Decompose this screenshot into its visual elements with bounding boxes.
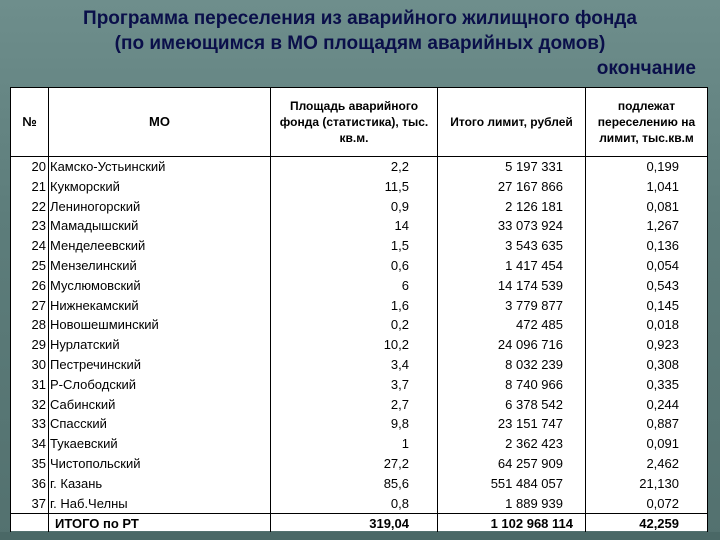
row-number: 35 — [11, 454, 49, 474]
total-area: 319,04 — [271, 514, 438, 535]
row-mo: Новошешминский — [49, 315, 271, 335]
bottom-decorative-strip — [0, 532, 720, 540]
title-line-3: окончание — [596, 58, 696, 79]
row-mo: Сабинский — [49, 395, 271, 415]
total-label: ИТОГО по РТ — [49, 514, 271, 535]
row-resettle: 2,462 — [586, 454, 708, 474]
table-row — [11, 236, 708, 256]
row-mo: Чистопольский — [49, 454, 271, 474]
row-mo: Нурлатский — [49, 335, 271, 355]
row-resettle: 1,267 — [586, 216, 708, 236]
row-resettle: 0,244 — [586, 395, 708, 415]
row-limit: 551 484 057 — [438, 474, 586, 494]
row-limit: 23 151 747 — [438, 414, 586, 434]
row-number: 36 — [11, 474, 49, 494]
header-number: № — [11, 88, 49, 157]
table-row — [11, 177, 708, 197]
row-area: 3,4 — [271, 355, 438, 375]
row-limit: 8 032 239 — [438, 355, 586, 375]
row-mo: г. Казань — [49, 474, 271, 494]
row-limit: 2 362 423 — [438, 434, 586, 454]
row-limit: 1 889 939 — [438, 494, 586, 514]
table-row — [11, 355, 708, 375]
row-area: 27,2 — [271, 454, 438, 474]
row-number: 37 — [11, 494, 49, 514]
table-row — [11, 335, 708, 355]
table-header-row — [11, 88, 708, 157]
row-area: 3,7 — [271, 375, 438, 395]
row-number: 32 — [11, 395, 49, 415]
row-mo: Р-Слободский — [49, 375, 271, 395]
row-number: 31 — [11, 375, 49, 395]
row-limit: 1 417 454 — [438, 256, 586, 276]
table-row — [11, 197, 708, 217]
table-row — [11, 414, 708, 434]
row-area: 1,6 — [271, 296, 438, 316]
row-limit: 2 126 181 — [438, 197, 586, 217]
row-number: 26 — [11, 276, 49, 296]
row-mo: Менделеевский — [49, 236, 271, 256]
table-row — [11, 296, 708, 316]
table-row — [11, 375, 708, 395]
row-number: 24 — [11, 236, 49, 256]
row-resettle: 0,072 — [586, 494, 708, 514]
row-resettle: 0,018 — [586, 315, 708, 335]
title-line-1: Программа переселения из аварийного жилищного фонда — [83, 8, 637, 29]
row-resettle: 0,887 — [586, 414, 708, 434]
row-resettle: 0,054 — [586, 256, 708, 276]
row-limit: 6 378 542 — [438, 395, 586, 415]
row-area: 0,2 — [271, 315, 438, 335]
row-limit: 472 485 — [438, 315, 586, 335]
row-area: 85,6 — [271, 474, 438, 494]
row-resettle: 0,923 — [586, 335, 708, 355]
row-resettle: 0,543 — [586, 276, 708, 296]
row-area: 2,7 — [271, 395, 438, 415]
row-limit: 3 543 635 — [438, 236, 586, 256]
row-limit: 5 197 331 — [438, 157, 586, 177]
row-resettle: 0,308 — [586, 355, 708, 375]
row-resettle: 0,199 — [586, 157, 708, 177]
row-number: 28 — [11, 315, 49, 335]
row-limit: 24 096 716 — [438, 335, 586, 355]
row-mo: г. Наб.Челны — [49, 494, 271, 514]
row-mo: Кукморский — [49, 177, 271, 197]
table-body — [11, 157, 708, 514]
row-mo: Камско-Устьинский — [49, 157, 271, 177]
header-area: Площадь аварийного фонда (статистика), тыс. кв.м. — [271, 88, 438, 157]
header-mo: МО — [49, 88, 271, 157]
row-resettle: 0,091 — [586, 434, 708, 454]
row-resettle: 0,335 — [586, 375, 708, 395]
row-number: 22 — [11, 197, 49, 217]
row-resettle: 21,130 — [586, 474, 708, 494]
row-limit: 27 167 866 — [438, 177, 586, 197]
row-mo: Нижнекамский — [49, 296, 271, 316]
row-resettle: 0,136 — [586, 236, 708, 256]
row-resettle: 0,081 — [586, 197, 708, 217]
row-area: 10,2 — [271, 335, 438, 355]
row-limit: 3 779 877 — [438, 296, 586, 316]
row-area: 1,5 — [271, 236, 438, 256]
row-number: 20 — [11, 157, 49, 177]
total-limit: 1 102 968 114 — [438, 514, 586, 535]
row-area: 14 — [271, 216, 438, 236]
row-area: 6 — [271, 276, 438, 296]
row-number: 30 — [11, 355, 49, 375]
row-area: 2,2 — [271, 157, 438, 177]
header-resettle: подлежат переселению на лимит, тыс.кв.м — [586, 88, 708, 157]
row-limit: 33 073 924 — [438, 216, 586, 236]
row-mo: Мамадышский — [49, 216, 271, 236]
row-area: 1 — [271, 434, 438, 454]
row-limit: 14 174 539 — [438, 276, 586, 296]
row-area: 11,5 — [271, 177, 438, 197]
row-mo: Мензелинский — [49, 256, 271, 276]
header-limit: Итого лимит, рублей — [438, 88, 586, 157]
table-row — [11, 276, 708, 296]
row-mo: Муслюмовский — [49, 276, 271, 296]
row-number: 34 — [11, 434, 49, 454]
row-limit: 8 740 966 — [438, 375, 586, 395]
table-row — [11, 157, 708, 177]
row-number: 25 — [11, 256, 49, 276]
row-area: 0,9 — [271, 197, 438, 217]
row-area: 0,8 — [271, 494, 438, 514]
row-area: 0,6 — [271, 256, 438, 276]
title-line-2: (по имеющимся в МО площадям аварийных домов) — [114, 33, 606, 54]
row-number: 33 — [11, 414, 49, 434]
row-number: 21 — [11, 177, 49, 197]
slide-title — [0, 6, 720, 81]
resettlement-table — [10, 87, 707, 531]
table-row — [11, 474, 708, 494]
row-mo: Тукаевский — [49, 434, 271, 454]
row-mo: Пестречинский — [49, 355, 271, 375]
table-row — [11, 315, 708, 335]
row-mo: Спасский — [49, 414, 271, 434]
row-resettle: 1,041 — [586, 177, 708, 197]
table-row — [11, 256, 708, 276]
row-resettle: 0,145 — [586, 296, 708, 316]
row-limit: 64 257 909 — [438, 454, 586, 474]
row-mo: Лениногорский — [49, 197, 271, 217]
table-row — [11, 454, 708, 474]
row-area: 9,8 — [271, 414, 438, 434]
table-row — [11, 494, 708, 514]
table-row — [11, 395, 708, 415]
total-resettle: 42,259 — [586, 514, 708, 535]
row-number: 23 — [11, 216, 49, 236]
row-number: 27 — [11, 296, 49, 316]
row-number: 29 — [11, 335, 49, 355]
table-row — [11, 434, 708, 454]
table-row — [11, 216, 708, 236]
